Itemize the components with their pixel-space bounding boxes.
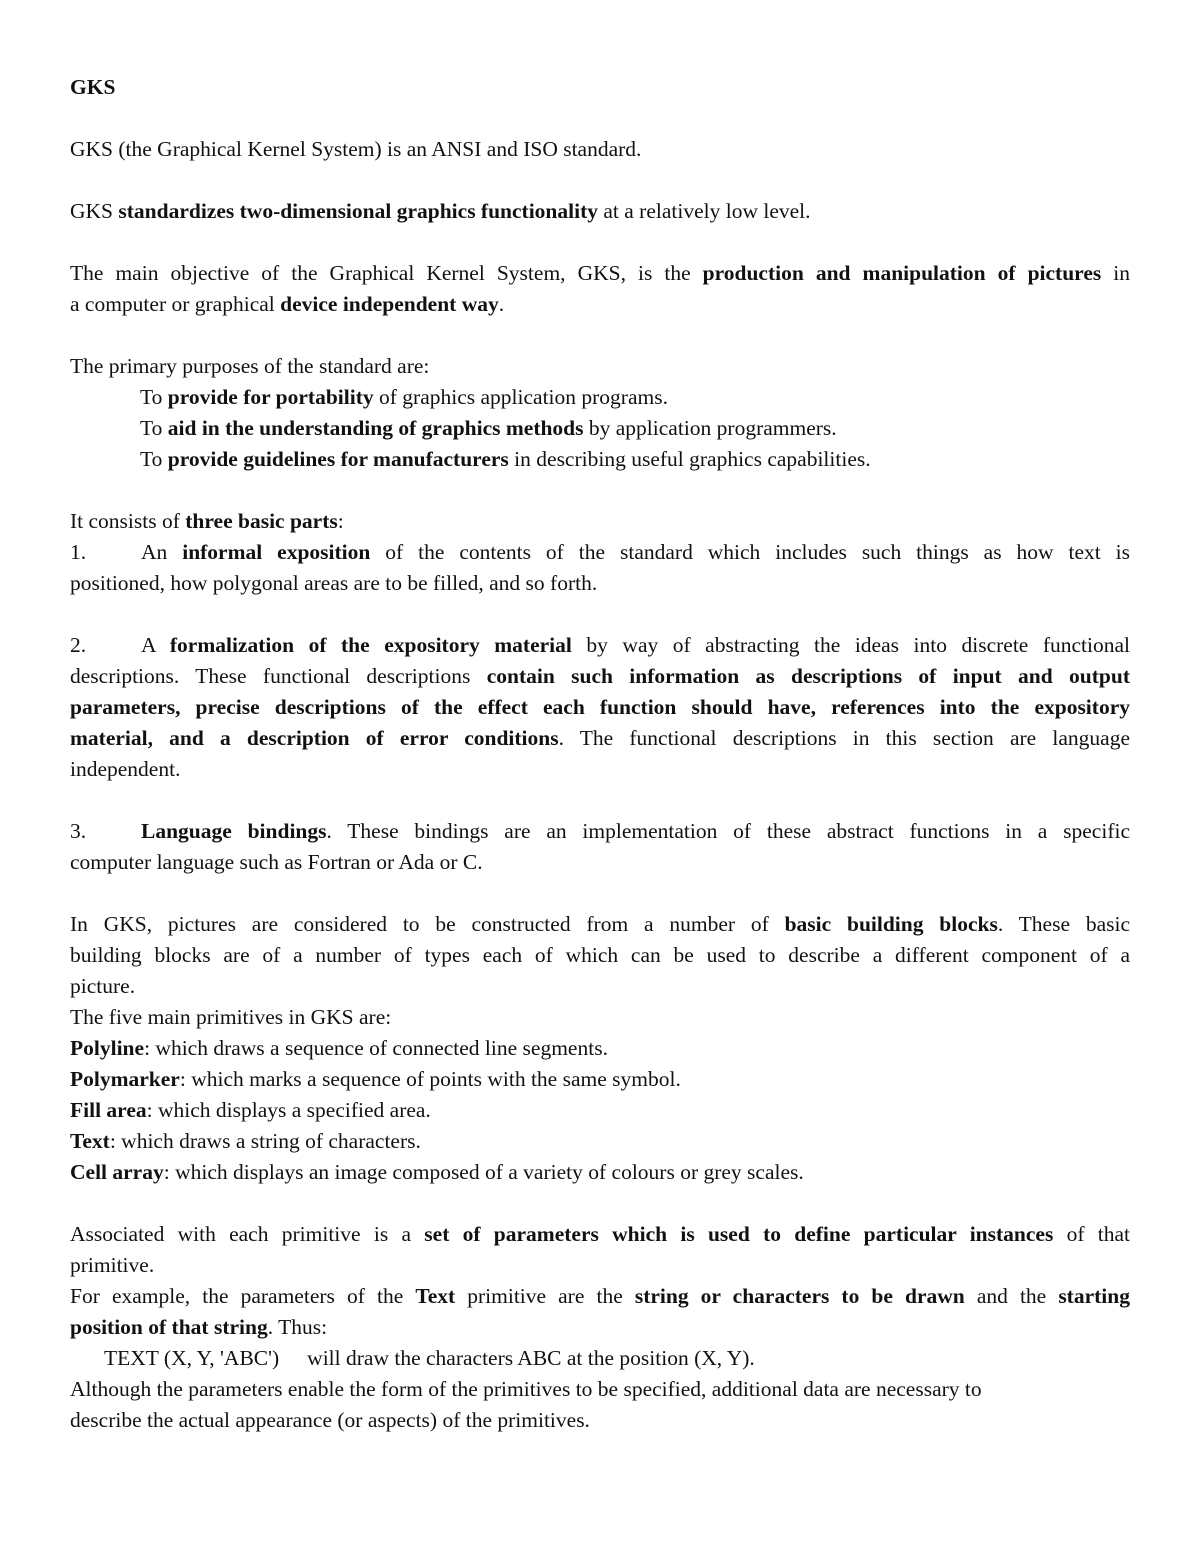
blocks-line-1: In GKS, pictures are considered to be constructed from a number of basic building blocks. These basic: [70, 912, 1130, 936]
primitives-intro: The five main primitives in GKS are:: [70, 1005, 392, 1029]
primitive-item: Polyline: which draws a sequence of connected line segments.: [70, 1036, 608, 1060]
blocks-line-2: building blocks are of a number of types each of which can be used to describe a different component of a: [70, 943, 1130, 967]
primitive-item: Cell array: which displays an image composed of a variety of colours or grey scales.: [70, 1160, 804, 1184]
objective-line-1: The main objective of the Graphical Kernel System, GKS, is the production and manipulation of pictures in: [70, 261, 1130, 285]
doc-title: GKS: [70, 75, 116, 99]
part-3-line-1: 3. Language bindings. These bindings are an implementation of these abstract functions in a specific: [70, 816, 1130, 847]
list-number: 2.: [70, 633, 87, 657]
part-1-line-1: 1. An informal exposition of the contents of the standard which includes such things as how text is: [70, 537, 1130, 568]
purposes-intro: The primary purposes of the standard are:: [70, 354, 430, 378]
part-2-line-2: descriptions. These functional descriptions contain such information as descriptions of input and output: [70, 664, 1130, 688]
code-example: TEXT (X, Y, 'ABC') will draw the characters ABC at the position (X, Y).: [104, 1346, 755, 1370]
part-3-line-2: computer language such as Fortran or Ada or C.: [70, 850, 483, 874]
part-2-line-4: material, and a description of error conditions. The functional descriptions in this section are language: [70, 726, 1131, 750]
purpose-item: To provide guidelines for manufacturers in describing useful graphics capabilities.: [140, 447, 871, 471]
parts-intro: It consists of three basic parts:: [70, 509, 344, 533]
assoc-line-2: primitive.: [70, 1253, 155, 1277]
purpose-item: To provide for portability of graphics application programs.: [140, 385, 668, 409]
assoc-line-6: describe the actual appearance (or aspects) of the primitives.: [70, 1408, 590, 1432]
assoc-line-1: Associated with each primitive is a set of parameters which is used to define particular instances of that: [70, 1222, 1131, 1246]
list-number: 1.: [70, 540, 87, 564]
primitive-item: Fill area: which displays a specified area.: [70, 1098, 431, 1122]
list-number: 3.: [70, 819, 87, 843]
part-2-line-1: 2. A formalization of the expository material by way of abstracting the ideas into discrete functional: [70, 630, 1130, 661]
part-2-line-5: independent.: [70, 757, 181, 781]
part-1-line-2: positioned, how polygonal areas are to be filled, and so forth.: [70, 571, 598, 595]
assoc-line-3: For example, the parameters of the Text primitive are the string or characters to be drawn and the starting: [70, 1284, 1130, 1308]
standard-paragraph: GKS standardizes two-dimensional graphics functionality at a relatively low level.: [70, 199, 811, 223]
part-2-line-3: parameters, precise descriptions of the effect each function should have, references into the expository: [70, 695, 1130, 719]
objective-line-2: a computer or graphical device independent way.: [70, 292, 505, 316]
assoc-line-4: position of that string. Thus:: [70, 1315, 328, 1339]
code-snippet: TEXT (X, Y, 'ABC'): [104, 1346, 280, 1370]
primitive-item: Polymarker: which marks a sequence of points with the same symbol.: [70, 1067, 681, 1091]
primitive-item: Text: which draws a string of characters.: [70, 1129, 421, 1153]
intro-paragraph: GKS (the Graphical Kernel System) is an ANSI and ISO standard.: [70, 137, 642, 161]
purpose-item: To aid in the understanding of graphics methods by application programmers.: [140, 416, 837, 440]
assoc-line-5: Although the parameters enable the form of the primitives to be specified, additional data are necessary to: [70, 1377, 982, 1401]
blocks-line-3: picture.: [70, 974, 136, 998]
